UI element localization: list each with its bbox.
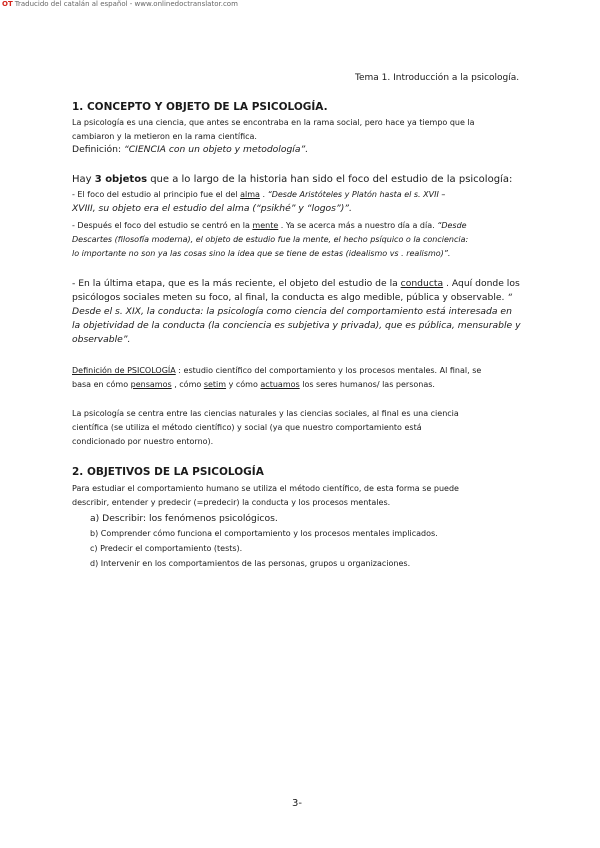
object-conducta-post: . Aquí donde los: [443, 278, 520, 289]
object-conducta-pre: - En la última etapa, que es la más reciente, el objeto del estudio de la: [72, 278, 401, 289]
object-mente-pre: - Después el foco del estudio se centró en la: [72, 221, 253, 230]
page-number: 3-: [292, 798, 302, 809]
section1-heading: 1. CONCEPTO Y OBJETO DE LA PSICOLOGÍA.: [72, 101, 328, 113]
position-line1: La psicología se centra entre las ciencias naturales y las ciencias sociales, al final es una ciencia: [72, 409, 459, 418]
objective-item: a) Describir: los fenómenos psicológicos.: [90, 513, 278, 524]
section2-intro-line2: describir, entender y predecir (=predecir) la conducta y los procesos mentales.: [72, 498, 391, 507]
object-conducta-line2: psicólogos sociales meten su foco, al final, la conducta es algo medible, pública y observable.: [72, 292, 508, 303]
object-mente-line3: lo importante no son ya las cosas sino la idea que se tiene de estas (idealismo vs . realismo)”.: [72, 249, 451, 258]
psychology-definition-l2a: basa en cómo: [72, 380, 131, 389]
position-line3: condicionado por nuestro entorno).: [72, 437, 214, 446]
object-conducta: [72, 277, 521, 347]
object-alma-line2: XVIII, su objeto era el estudio del alma (“psikhé” y “logos”)”.: [72, 203, 352, 214]
objective-item: b) Comprender cómo funciona el comportamiento y los procesos mentales implicados.: [90, 529, 438, 538]
term-pensamos: pensamos: [130, 380, 172, 389]
psychology-definition-text: : estudio científico del comportamiento y los procesos mentales. Al final, se: [175, 366, 482, 375]
section1-intro-line1: La psicología es una ciencia, que antes se encontraba en la rama social, pero hace ya tiempo que la: [72, 118, 475, 127]
translator-banner: [2, 0, 238, 8]
section2-heading: 2. OBJETIVOS DE LA PSICOLOGÍA: [72, 466, 264, 478]
psychology-definition: [72, 364, 481, 392]
objects-intro: [72, 173, 512, 187]
object-conducta-open-quote: “: [507, 292, 513, 303]
object-conducta-line4: la objetividad de la conducta (la conciencia es subjetiva y privada), que es pública, mensurable y: [72, 320, 521, 331]
psychology-definition-l2b: , cómo: [171, 380, 204, 389]
term-setim: setim: [203, 380, 227, 389]
objects-intro-pre: Hay: [72, 174, 95, 185]
object-mente-line2: Descartes (filosofía moderna), el objeto de estudio fue la mente, el hecho psíquico o la conciencia:: [72, 235, 469, 244]
psychology-definition-l2d: los seres humanos/ las personas.: [299, 380, 435, 389]
objective-item: d) Intervenir en los comportamientos de las personas, grupos u organizaciones.: [90, 559, 411, 568]
object-conducta-line5: observable”.: [72, 334, 131, 345]
definition-line: [72, 143, 308, 157]
definition-quote: “CIENCIA con un objeto y metodología”.: [123, 144, 309, 155]
translator-banner-text: Traducido del catalán al español - www.onlinedoctranslator.com: [14, 0, 238, 8]
object-mente-term: mente: [252, 221, 279, 230]
objects-intro-post: que a lo largo de la historia han sido el foco del estudio de la psicología:: [147, 174, 513, 185]
term-actuamos: actuamos: [260, 380, 300, 389]
position-line2: científica (se utiliza el método científico) y social (ya que nuestro comportamiento está: [72, 423, 422, 432]
object-mente-post: . Ya se acerca más a nuestro día a día.: [278, 221, 438, 230]
object-alma-post: .: [259, 190, 268, 199]
object-alma-quote: “Desde Aristóteles y Platón hasta el s. XVII –: [267, 190, 446, 199]
objects-count: 3 objetos: [94, 174, 148, 185]
section2-intro: [72, 482, 459, 510]
section1-intro-line2: cambiaron y la metieron en la rama científica.: [72, 132, 257, 141]
object-alma-pre: - El foco del estudio al principio fue el del: [72, 190, 241, 199]
objective-item: c) Predecir el comportamiento (tests).: [90, 544, 243, 553]
definition-label: Definición:: [72, 144, 124, 155]
page-header-title: Tema 1. Introducción a la psicología.: [355, 73, 520, 83]
object-conducta-term: conducta: [400, 278, 444, 289]
object-conducta-line3: Desde el s. XIX, la conducta: la psicología como ciencia del comportamiento está interesada en: [72, 306, 512, 317]
psychology-definition-term: Definición de PSICOLOGÍA: [72, 366, 176, 375]
psychology-position-paragraph: [72, 407, 459, 449]
object-mente-quote: “Desde: [437, 221, 467, 230]
object-alma-term: alma: [240, 190, 260, 199]
object-alma: [72, 188, 445, 216]
section2-intro-line1: Para estudiar el comportamiento humano se utiliza el método científico, de esta forma se puede: [72, 484, 459, 493]
object-mente: [72, 219, 468, 261]
psychology-definition-l2c: y cómo: [226, 380, 261, 389]
objectives-list: [72, 511, 438, 571]
section1-intro: [72, 116, 475, 144]
translator-logo: OT: [2, 0, 13, 8]
